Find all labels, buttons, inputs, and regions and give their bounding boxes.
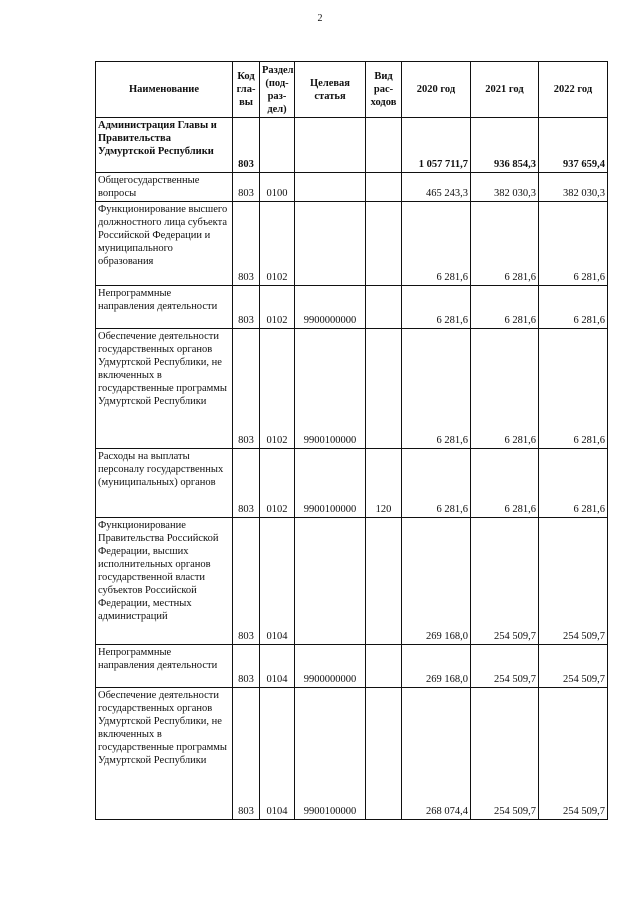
cell-name: Общегосударственные вопросы: [96, 173, 233, 202]
cell-2021: 254 509,7: [471, 645, 539, 688]
cell-2021: 6 281,6: [471, 449, 539, 518]
cell-section: 0100: [260, 173, 295, 202]
cell-2020: 1 057 711,7: [402, 118, 471, 173]
cell-section: [260, 118, 295, 173]
header-2020: 2020 год: [402, 62, 471, 118]
header-chapter-code: Код гла- вы: [233, 62, 260, 118]
cell-2022: 254 509,7: [539, 688, 608, 820]
cell-2020: 269 168,0: [402, 645, 471, 688]
cell-name: Функционирование высшего должностного лица субъекта Российской Федерации и муниципального образования: [96, 202, 233, 286]
cell-2021: 6 281,6: [471, 329, 539, 449]
cell-2020: 465 243,3: [402, 173, 471, 202]
cell-expense-type: [366, 329, 402, 449]
cell-target-article: 9900100000: [295, 329, 366, 449]
table-row: [96, 118, 608, 173]
cell-chapter-code: 803: [233, 286, 260, 329]
cell-target-article: [295, 173, 366, 202]
cell-expense-type: 120: [366, 449, 402, 518]
header-2022: 2022 год: [539, 62, 608, 118]
cell-2020: 269 168,0: [402, 518, 471, 645]
cell-expense-type: [366, 286, 402, 329]
header-target-article: Целевая статья: [295, 62, 366, 118]
cell-chapter-code: 803: [233, 202, 260, 286]
cell-2022: 937 659,4: [539, 118, 608, 173]
cell-section: 0104: [260, 688, 295, 820]
table-row: [96, 645, 608, 688]
cell-section: 0102: [260, 449, 295, 518]
cell-2021: 6 281,6: [471, 202, 539, 286]
cell-chapter-code: 803: [233, 118, 260, 173]
cell-section: 0102: [260, 329, 295, 449]
table-body: [96, 118, 608, 820]
cell-2020: 268 074,4: [402, 688, 471, 820]
cell-chapter-code: 803: [233, 449, 260, 518]
cell-2022: 6 281,6: [539, 329, 608, 449]
table-row: [96, 286, 608, 329]
cell-name: Непрограммные направления деятельности: [96, 286, 233, 329]
cell-name: Расходы на выплаты персоналу государственных (муниципальных) органов: [96, 449, 233, 518]
cell-2022: 6 281,6: [539, 449, 608, 518]
table-header-row: [96, 62, 608, 118]
table-row: [96, 518, 608, 645]
cell-section: 0102: [260, 202, 295, 286]
header-expense-type: Вид рас- ходов: [366, 62, 402, 118]
table-row: [96, 202, 608, 286]
table-row: [96, 173, 608, 202]
cell-section: 0102: [260, 286, 295, 329]
cell-target-article: 9900000000: [295, 286, 366, 329]
cell-name: Непрограммные направления деятельности: [96, 645, 233, 688]
page-number: 2: [317, 13, 323, 24]
cell-chapter-code: 803: [233, 173, 260, 202]
cell-target-article: [295, 518, 366, 645]
cell-2020: 6 281,6: [402, 286, 471, 329]
cell-2022: 6 281,6: [539, 286, 608, 329]
cell-target-article: 9900000000: [295, 645, 366, 688]
cell-target-article: [295, 118, 366, 173]
table-row: [96, 688, 608, 820]
cell-expense-type: [366, 688, 402, 820]
cell-2021: 382 030,3: [471, 173, 539, 202]
cell-2022: 382 030,3: [539, 173, 608, 202]
cell-section: 0104: [260, 645, 295, 688]
cell-expense-type: [366, 118, 402, 173]
cell-expense-type: [366, 202, 402, 286]
header-section: Раздел (под- раз- дел): [260, 62, 295, 118]
cell-expense-type: [366, 173, 402, 202]
cell-2021: 936 854,3: [471, 118, 539, 173]
cell-target-article: 9900100000: [295, 688, 366, 820]
header-name: Наименование: [96, 62, 233, 118]
cell-2022: 254 509,7: [539, 518, 608, 645]
cell-2020: 6 281,6: [402, 202, 471, 286]
cell-name: Функционирование Правительства Российской Федерации, высших исполнительных органов государственной власти субъектов Российской Федерации, местных администраций: [96, 518, 233, 645]
table-row: [96, 329, 608, 449]
cell-target-article: [295, 202, 366, 286]
cell-2022: 254 509,7: [539, 645, 608, 688]
cell-chapter-code: 803: [233, 518, 260, 645]
cell-chapter-code: 803: [233, 329, 260, 449]
cell-2020: 6 281,6: [402, 449, 471, 518]
cell-2021: 6 281,6: [471, 286, 539, 329]
cell-2021: 254 509,7: [471, 518, 539, 645]
header-2021: 2021 год: [471, 62, 539, 118]
cell-section: 0104: [260, 518, 295, 645]
cell-name: Обеспечение деятельности государственных органов Удмуртской Республики, не включенных в государственные программы Удмуртской Республики: [96, 688, 233, 820]
budget-table: [95, 61, 608, 820]
cell-expense-type: [366, 645, 402, 688]
cell-target-article: 9900100000: [295, 449, 366, 518]
cell-2021: 254 509,7: [471, 688, 539, 820]
cell-expense-type: [366, 518, 402, 645]
table-row: [96, 449, 608, 518]
cell-chapter-code: 803: [233, 645, 260, 688]
cell-name: Администрация Главы и Правительства Удмуртской Республики: [96, 118, 233, 173]
cell-name: Обеспечение деятельности государственных органов Удмуртской Республики, не включенных в государственные программы Удмуртской Республики: [96, 329, 233, 449]
cell-chapter-code: 803: [233, 688, 260, 820]
cell-2022: 6 281,6: [539, 202, 608, 286]
cell-2020: 6 281,6: [402, 329, 471, 449]
